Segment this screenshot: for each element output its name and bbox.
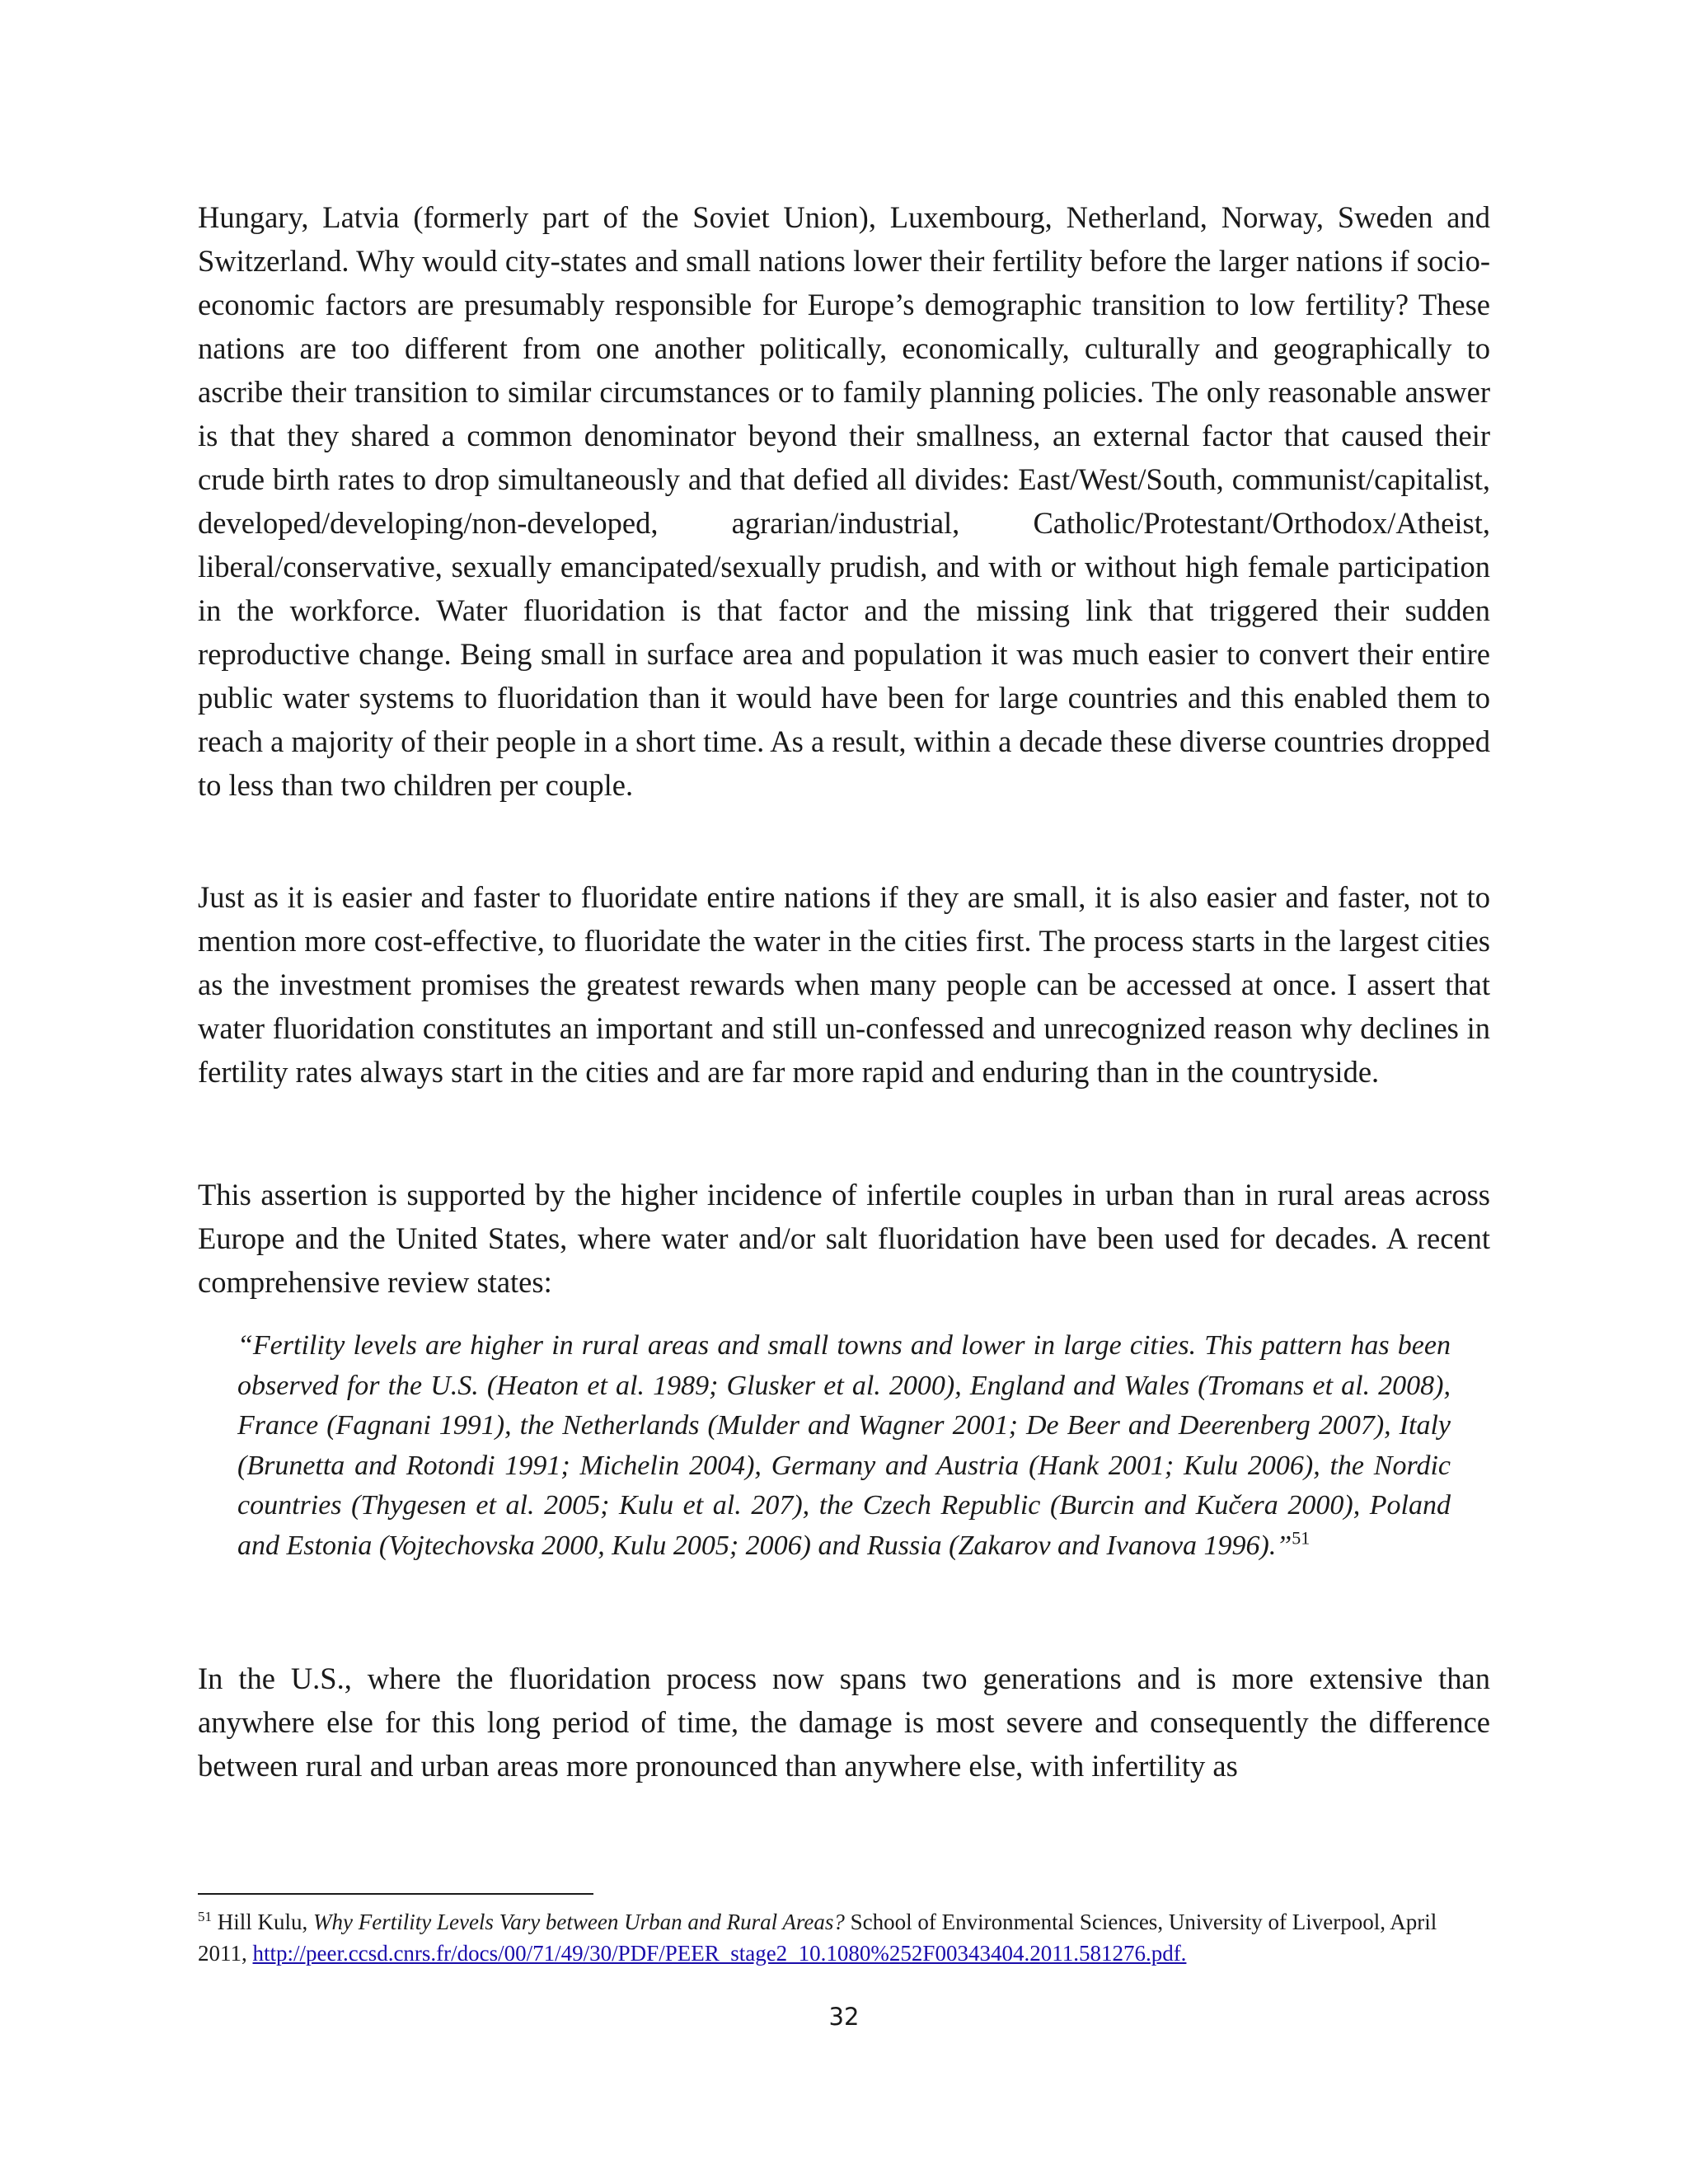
footnote-51 (198, 1906, 1490, 1969)
footnote-source: School of Environmental Sciences, University of Liverpool, April 2011, (198, 1910, 1437, 1966)
paragraph-cities-first: Just as it is easier and faster to fluoridate entire nations if they are small, it is also easier and faster, not to mention more cost-effective, to fluoridate the water in the cities first. The process starts in the largest cities as the investment promises the greatest rewards when many people can be accessed at once. I assert that water fluoridation constitutes an important and still un-confessed and unrecognized reason why declines in fertility rates always start in the cities and are far more rapid and enduring than in the countryside. (198, 880, 1490, 1089)
review-quotation (237, 1326, 1451, 1566)
footnote-number: 51 (198, 1909, 212, 1924)
paragraph-assertion-support: This assertion is supported by the higher incidence of infertile couples in urban than in rural areas across Europe and the United States, where water and/or salt fluoridation have been used for decades. A recent comprehensive review states: (198, 1178, 1490, 1299)
footnote-title: Why Fertility Levels Vary between Urban and Rural Areas? (313, 1910, 845, 1934)
footnote-separator (198, 1893, 593, 1895)
paragraph-us-fluoridation: In the U.S., where the fluoridation process now spans two generations and is more extensive than anywhere else for this long period of time, the damage is most severe and consequently the difference between rural and urban areas more pronounced than anywhere else, with infertility as (198, 1661, 1490, 1783)
paragraph-small-nations: Hungary, Latvia (formerly part of the Soviet Union), Luxembourg, Netherland, Norway, Sweden and Switzerland. Why would city-states and small nations lower their fertility before the larger nations if socio-economic factors are presumably responsible for Europe’s demographic transition to low fertility? These nations are too different from one another politically, economically, culturally and geographically to ascribe their transition to similar circumstances or to family planning policies. The only reasonable answer is that they shared a common denominator beyond their smallness, an external factor that caused their crude birth rates to drop simultaneously and that defied all divides: East/West/South, communist/capitalist, developed/developing/non-developed, agrarian/industrial, Catholic/Protestant/Orthodox/Atheist, liberal/conservative, sexually emancipated/sexually prudish, and with or without high female participation in the workforce. Water fluoridation is that factor and the missing link that triggered their sudden reproductive change. Being small in surface area and population it was much easier to convert their entire public water systems to fluoridation than it would have been for large countries and this enabled them to reach a majority of their people in a short time. As a result, within a decade these diverse countries dropped to less than two children per couple. (198, 200, 1490, 802)
footnote-reference[interactable]: 51 (1292, 1527, 1311, 1549)
footnote-author: Hill Kulu, (212, 1910, 314, 1934)
quotation-text: “Fertility levels are higher in rural areas and small towns and lower in large cities. This pattern has been observed for the U.S. (Heaton et al. 1989; Glusker et al. 2000), England and Wales (Tromans et al. 2008), France (Fagnani 1991), the Netherlands (Mulder and Wagner 2001; De Beer and Deerenberg 2007), Italy (Brunetta and Rotondi 1991; Michelin 2004), Germany and Austria (Hank 2001; Kulu 2006), the Nordic countries (Thygesen et al. 2005; Kulu et al. 207), the Czech Republic (Burcin and Kučera 2000), Poland and Estonia (Vojtechovska 2000, Kulu 2005; 2006) and Russia (Zakarov and Ivanova 1996).” (237, 1330, 1451, 1561)
footnote-link[interactable]: http://peer.ccsd.cnrs.fr/docs/00/71/49/30/PDF/PEER_stage2_10.1080%252F00343404.2011.581276.pdf. (252, 1941, 1187, 1966)
page-number: 32 (828, 2003, 860, 2031)
